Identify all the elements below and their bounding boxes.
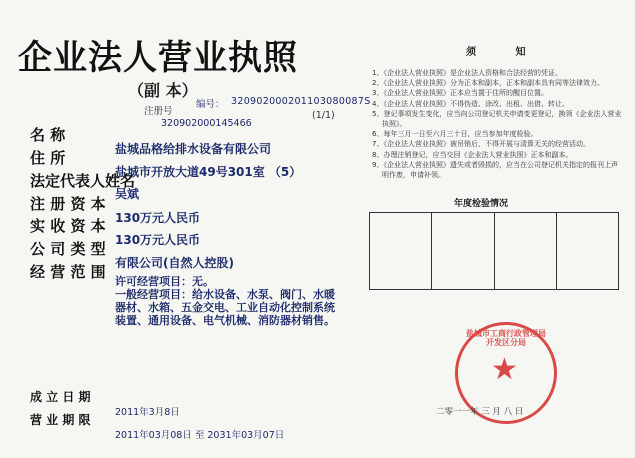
- notice-item: 5、登记事项发生变化，应当向公司登记机关申请变更登记，换领《企业法人营业执照》。: [372, 109, 622, 129]
- rep-label: 法定代表人姓名: [30, 172, 136, 190]
- notice-title: 须 知: [466, 47, 544, 58]
- inspection-grid: [369, 212, 619, 290]
- inspection-title: 年度检验情况: [454, 199, 509, 209]
- established-value: 2011年3月8日: [115, 407, 180, 418]
- paid-capital-value: 130万元人民币: [115, 233, 201, 247]
- notice-item: 3、《企业法人营业执照》正本应当置于住所的醒目位置。: [372, 89, 548, 98]
- term-value: 2011年03月08日 至 2031年03月07日: [115, 430, 285, 441]
- notice-item: 1、《企业法人营业执照》是企业法人资格和合法经营的凭证。: [372, 69, 562, 77]
- notice-list: [372, 68, 622, 180]
- inspection-cell: [495, 213, 557, 289]
- scope-value: 许可经营项目：无。 一般经营项目：给水设备、水泵、阀门、水暖器材、水箱、五金交电、工业自动化控制系统装置、通用设备、电气机械、消防器材销售。: [115, 275, 335, 327]
- seal-star-icon: ★: [491, 352, 518, 387]
- type-label: 公 司 类 型: [30, 240, 106, 258]
- scope-label: 经 营 范 围: [30, 263, 106, 281]
- notice-item: 4、《企业法人营业执照》不得伪造、涂改、出租、出借、转让。: [372, 99, 569, 108]
- inspection-cell: [557, 213, 618, 289]
- notice-item: 7、《企业法人营业执照》被吊销后，不得开展与清算无关的经营活动。: [372, 140, 590, 149]
- notice-item: 9、《企业法人营业执照》遗失或者毁损的，应当在公司登记机关指定的报刊上声明作废，申请补领。: [372, 160, 618, 180]
- reg-no-label: 注册号: [144, 106, 173, 117]
- reg-no-value: 320902000145466: [161, 118, 252, 129]
- notice-item: 6、每年三月一日至六月三十日，应当参加年度检验。: [372, 130, 538, 139]
- page-fraction: (1/1): [312, 110, 335, 121]
- inspection-cell: [370, 213, 432, 289]
- serial-label: 编号：: [196, 99, 225, 110]
- name-value: 盐城品格给排水设备有限公司: [115, 142, 272, 156]
- reg-capital-label: 注 册 资 本: [30, 195, 106, 213]
- paid-capital-label: 实 收 资 本: [30, 217, 106, 235]
- rep-value: 吴斌: [115, 187, 140, 201]
- serial-value: 320902000201103080087S: [231, 96, 371, 107]
- term-label: 营 业 期 限: [30, 413, 91, 427]
- established-label: 成 立 日 期: [30, 390, 91, 404]
- notice-item: 2、《企业法人营业执照》分为正本和副本，正本和副本具有同等法律效力。: [372, 79, 604, 88]
- name-label: 名 称: [30, 126, 66, 144]
- inspection-cell: [432, 213, 494, 289]
- license-title: 企业法人营业执照: [18, 38, 298, 78]
- license-subtitle: （副 本）: [128, 81, 198, 100]
- reg-capital-value: 130万元人民币: [115, 211, 201, 225]
- address-label: 住 所: [30, 149, 66, 167]
- notice-item: 8、办理注销登记，应当交回《企业法人营业执照》正本和副本。: [372, 150, 573, 159]
- address-value: 盐城市开放大道49号301室 （5）: [115, 165, 302, 179]
- issue-date: 二零一一年 三 月 八 日: [436, 407, 524, 417]
- type-value: 有限公司(自然人控股): [115, 256, 234, 270]
- seal-text: 盐城市工商行政管理局开发区分局: [466, 329, 546, 347]
